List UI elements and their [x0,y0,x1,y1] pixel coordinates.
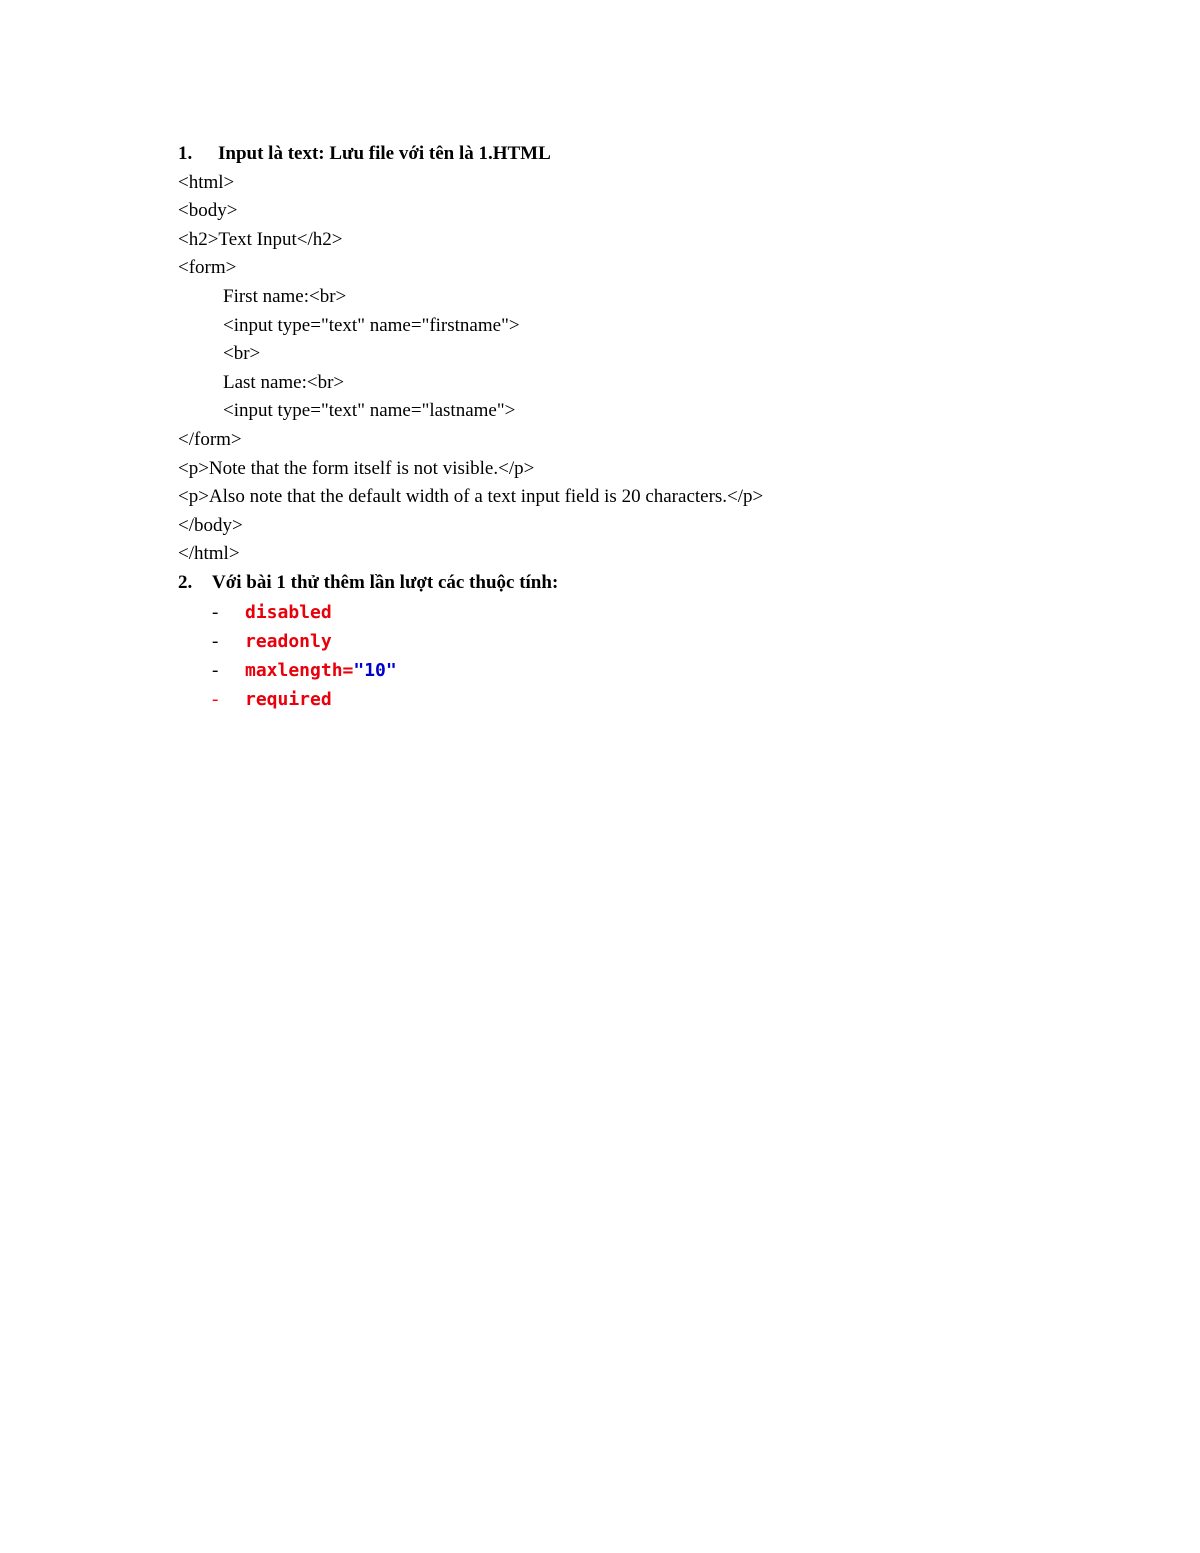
list-item [178,598,1078,627]
code-line: <html> [178,171,235,193]
attribute-name: readonly [245,630,332,652]
code-line: <p>Also note that the default width of a text input field is 20 characters.</p> [178,486,764,508]
document-content [178,140,1078,714]
code-line: </body> [178,514,243,536]
list-item [178,685,1078,714]
code-line: <body> [178,200,238,222]
attribute-value: "10" [353,659,397,681]
section-2-title: Với bài 1 thử thêm lần lượt các thuộc tính: [212,571,559,593]
attribute-name: required [245,689,332,711]
list-item [178,656,1078,685]
section-2-heading [178,569,1078,598]
list-bullet: - [212,630,219,652]
attribute-name [245,656,397,685]
code-line: </html> [178,543,240,565]
attribute-key: maxlength= [245,659,354,681]
code-line: Last name:<br> [223,371,345,393]
list-bullet: - [212,659,219,681]
section-2-number: 2. [178,571,193,593]
attribute-list [178,598,1078,715]
code-line: <h2>Text Input</h2> [178,228,343,250]
list-bullet: - [212,601,219,623]
code-line: <input type="text" name="firstname"> [223,314,520,336]
list-item [178,627,1078,656]
code-line: First name:<br> [223,285,347,307]
section-1-number: 1. [178,143,193,164]
section-1-heading [178,140,1078,169]
code-line: </form> [178,428,242,450]
code-line: <br> [223,343,261,365]
code-line: <form> [178,257,237,279]
list-bullet: - [212,689,219,711]
code-line: <p>Note that the form itself is not visible.</p> [178,457,535,479]
section-1-title: Input là text: Lưu file với tên là 1.HTML [218,143,551,164]
attribute-name: disabled [245,601,332,623]
code-line: <input type="text" name="lastname"> [223,400,516,422]
